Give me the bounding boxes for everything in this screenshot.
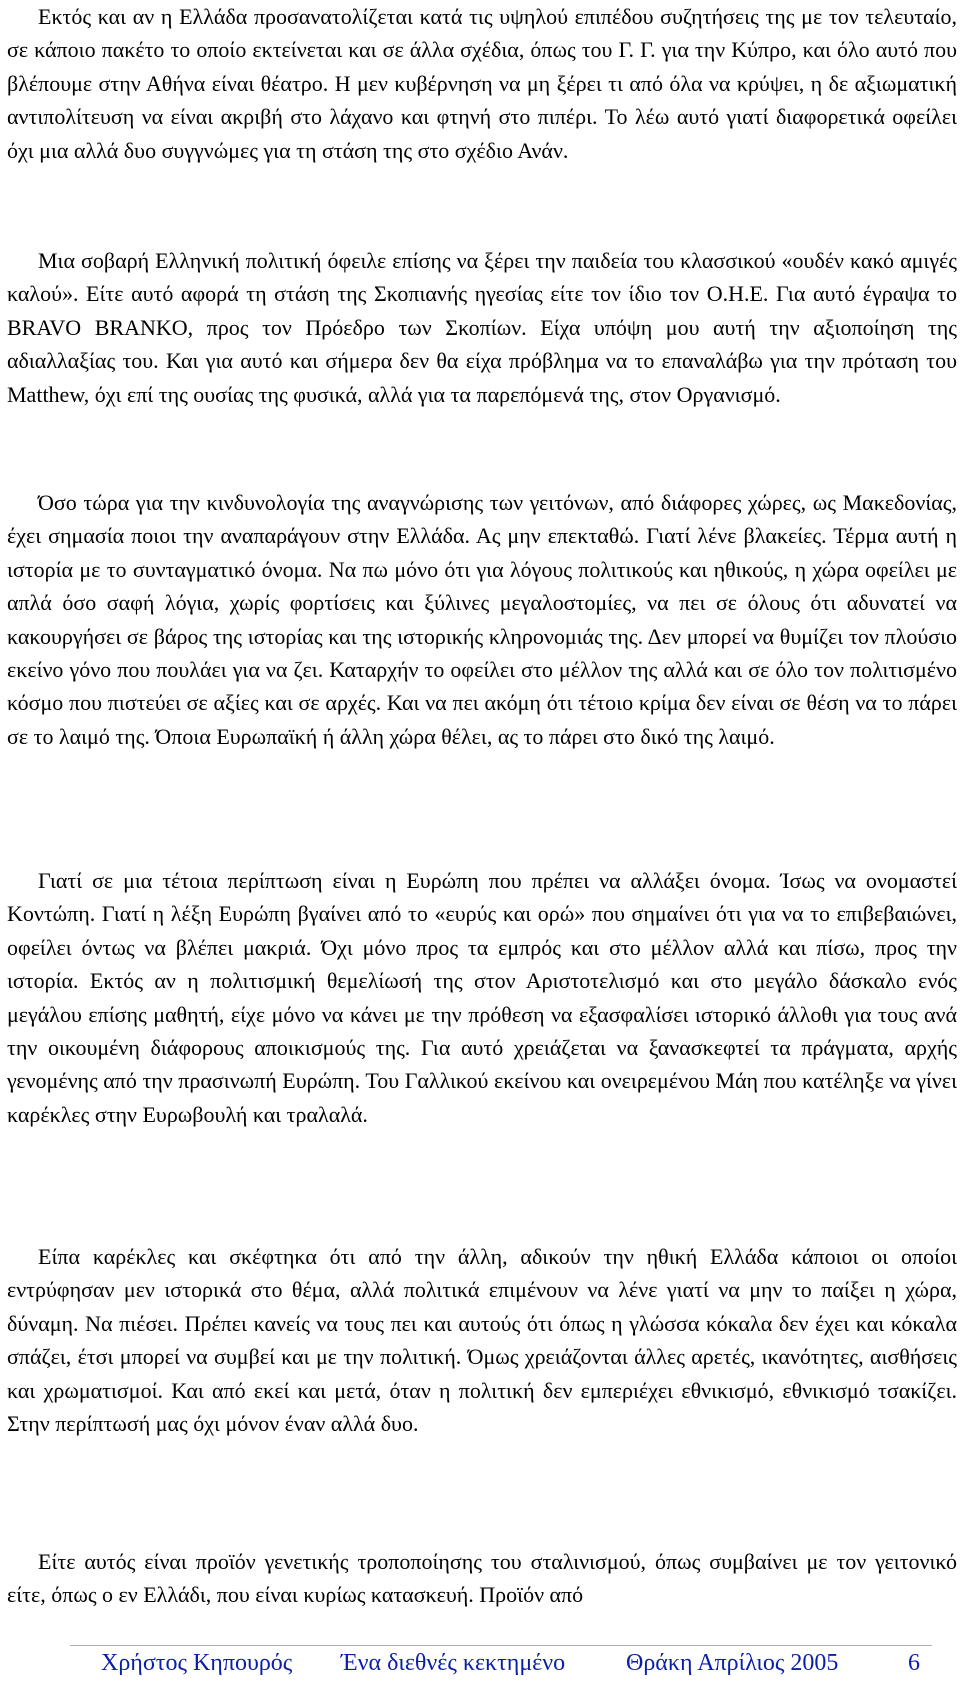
footer-date: Θράκη Απρίλιος 2005 [626,1650,839,1676]
paragraph-1: Εκτός και αν η Ελλάδα προσανατολίζεται κατά τις υψηλού επιπέδου συζητήσεις της με τον τελευταίο, σε κάποιο πακέτο το οποίο εκτείνεται και σε άλλα σχέδια, όπως του Γ. Γ. για την Κύπρο, και όλο αυτό που βλέπουμε στην Αθήνα είναι θέατρο. Η μεν κυβέρνηση να μη ξέρει τι από όλα να κρύψει, η δε αξιωματική αντιπολίτευση να είναι ακριβή στο λάχανο και φτηνή στο πιπέρι. Το λέω αυτό γιατί διαφορετικά οφείλει όχι μια αλλά δυο συγγνώμες για τη στάση της στο σχέδιο Ανάν. [7,4,957,163]
page-number: 6 [908,1650,920,1676]
paragraph-6: Είτε αυτός είναι προϊόν γενετικής τροποποίησης του σταλινισμού, όπως συμβαίνει με τον γειτονικό είτε, όπως ο εν Ελλάδι, που είναι κυρίως κατασκευή. Προϊόν από [7,1549,957,1608]
footer-author: Χρήστος Κηπουρός [101,1650,293,1676]
paragraph-2: Μια σοβαρή Ελληνική πολιτική όφειλε επίσης να ξέρει την παιδεία του κλασσικού «ουδέν κακό αμιγές καλού». Είτε αυτό αφορά τη στάση της Σκοπιανής ηγεσίας είτε τον ίδιο τον Ο.Η.Ε. Για αυτό έγραψα το BRAVO BRANKO, προς τον Πρόεδρο των Σκοπίων. Είχα υπόψη μου αυτή την αξιοποίηση της αδιαλλαξίας του. Και για αυτό και σήμερα δεν θα είχα πρόβλημα να το επαναλάβω για την πρόταση του Matthew, όχι επί της ουσίας της φυσικά, αλλά για τα παρεπόμενά της, στον Οργανισμό. [7,248,957,407]
paragraph-5: Είπα καρέκλες και σκέφτηκα ότι από την άλλη, αδικούν την ηθική Ελλάδα κάποιοι οι οποίοι εντρύφησαν μεν ιστορικά στο θέμα, αλλά πολιτικά επιμένουν να λένε γιατί να μην το παίξει η χώρα, δύναμη. Να πιέσει. Πρέπει κανείς να τους πει και αυτούς ότι όπως η γλώσσα κόκαλα δεν έχει και κόκαλα σπάζει, έτσι μπορεί να συμβεί και με την πολιτική. Όμως χρειάζονται άλλες αρετές, ικανότητες, αισθήσεις και χρωματισμοί. Και από εκεί και μετά, όταν η πολιτική δεν εμπεριέχει εθνικισμό, εθνικισμό τσακίζει. Στην περίπτωσή μας όχι μόνον έναν αλλά δυο. [7,1244,957,1437]
footer-title: Ένα διεθνές κεκτημένο [341,1650,566,1676]
paragraph-4: Γιατί σε μια τέτοια περίπτωση είναι η Ευρώπη που πρέπει να αλλάξει όνομα. Ίσως να ονομαστεί Κοντώπη. Γιατί η λέξη Ευρώπη βγαίνει από το «ευρύς και ορώ» που σημαίνει ότι για να το επιβεβαιώνει, οφείλει όντως να βλέπει μακριά. Όχι μόνο προς τα εμπρός και στο μέλλον αλλά και πίσω, προς την ιστορία. Εκτός αν η πολιτισμική θεμελίωσή της στον Αριστοτελισμό και στο μεγάλο δάσκαλο ενός μεγάλου επίσης μαθητή, είχε μόνο να κάνει με την πρόθεση να εξασφαλίσει ιστορικό άλλοθι για τους ανά την οικουμένη διάφορους αποικισμούς της. Για αυτό χρειάζεται να ξανασκεφτεί τα πράγματα, αρχής γενομένης από την πρασινωπή Ευρώπη. Του Γαλλικού εκείνου και ονειρεμένου Μάη που κατέληξε να γίνει καρέκλες στην Ευρωβουλή και τραλαλά. [7,868,957,1127]
paragraph-3: Όσο τώρα για την κινδυνολογία της αναγνώρισης των γειτόνων, από διάφορες χώρες, ως Μακεδονίας, έχει σημασία ποιοι την αναπαράγουν στην Ελλάδα. Ας μην επεκταθώ. Γιατί λένε βλακείες. Τέρμα αυτή η ιστορία με το συνταγματικό όνομα. Να πω μόνο ότι για λόγους πολιτικούς και ηθικούς, η χώρα οφείλει με απλά όσο σαφή λόγια, χωρίς φορτίσεις και ξύλινες μεγαλοστομίες, να πει σε όλους ότι αδυνατεί να κακουργήσει σε βάρος της ιστορίας και της ιστορικής κληρονομιάς της. Δεν μπορεί να θυμίζει τον πλούσιο εκείνο γόνο που πουλάει για να ζει. Καταρχήν το οφείλει στο μέλλον της αλλά και σε όλο τον πολιτισμένο κόσμο που πιστεύει σε αξίες και σε αρχές. Και να πει ακόμη ότι τέτοιο κρίμα δεν είναι σε θέση να το πάρει σε το λαιμό της. Όποια Ευρωπαϊκή ή άλλη χώρα θέλει, ας το πάρει στο δικό της λαιμό. [7,490,957,749]
page-footer [0,1650,960,1680]
footer-divider [70,1645,932,1646]
